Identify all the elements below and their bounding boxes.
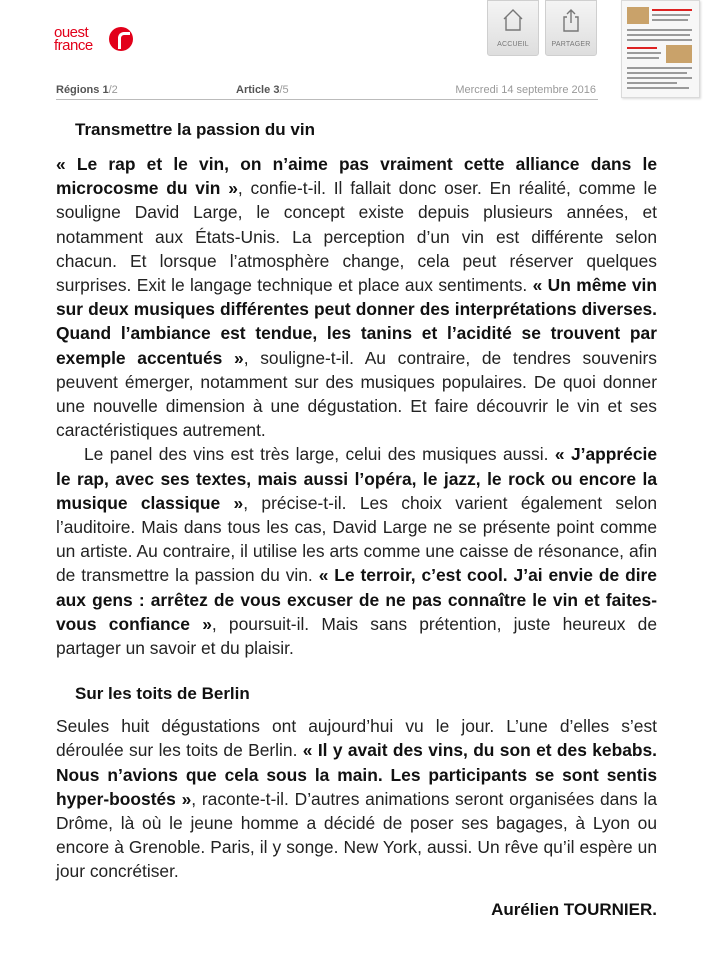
thumbnail-line <box>652 14 690 16</box>
thumbnail-line <box>627 34 690 36</box>
home-button[interactable] <box>487 0 539 56</box>
paragraph <box>56 152 657 442</box>
thumbnail-line <box>627 82 677 84</box>
thumbnail-line <box>627 52 661 54</box>
quote: « Le rap et le vin, on n’aime pas vraiment cette alliance dans le microcosme du vin » <box>56 154 657 199</box>
ouest-france-logo[interactable] <box>54 26 134 54</box>
quote: « Il y avait des vins, du son et des kebabs. Nous n’avions que cela sous la main. Les participants se sont sentis hyper-boostés » <box>56 740 657 809</box>
author-signature: Aurélien TOURNIER. <box>491 899 657 919</box>
paragraph-text: , raconte-t-il. D’autres animations seront organisées dans la Drôme, là où le jeune homme a décidé de poser ses bagages, à Lyon ou encore à Grenoble. Paris, il y songe. New York, aussi. Un rêve qu’il espère un jour concrétiser. <box>56 788 658 882</box>
paragraph-text: Le panel des vins est très large, celui des musiques aussi. <box>84 444 555 465</box>
paragraph-text: , confie-t-il. Il fallait donc oser. En réalité, comme le souligne David Large, le concept existe depuis plusieurs années, et notamment aux États-Unis. La perception d’un vin est différente selon chacun. Et lorsque l’atmosphère change, cela peut réserver quelques surprises. Exit le langage technique et place aux sentiments. <box>56 178 658 296</box>
quote: « J’apprécie le rap, avec ses textes, mais aussi l’opéra, le jazz, le rock ou encore la musique classique » <box>56 444 657 513</box>
section-title: Sur les toits de Berlin <box>75 684 250 704</box>
thumbnail-image <box>627 7 649 24</box>
home-button-label: ACCUEIL <box>497 41 529 48</box>
thumbnail-line <box>627 47 657 49</box>
section-title: Transmettre la passion du vin <box>75 120 315 139</box>
article-label: Article <box>236 84 271 96</box>
article-pager[interactable] <box>236 84 289 96</box>
thumbnail-line <box>627 67 692 69</box>
share-button[interactable] <box>545 0 597 56</box>
logo-mark-icon <box>109 27 133 51</box>
article-body <box>56 118 657 922</box>
regions-label: Régions <box>56 84 100 96</box>
paragraph-text: Seules huit dégustations ont aujourd’hui vu le jour. L’une d’elles s’est déroulée sur les toits de Berlin. <box>56 716 657 761</box>
thumbnail-line <box>652 19 688 21</box>
thumbnail-line <box>652 9 692 11</box>
article-current: 3 <box>273 84 280 96</box>
page-thumbnail[interactable] <box>621 0 700 98</box>
regions-total: /2 <box>108 84 118 96</box>
share-icon <box>559 7 583 33</box>
thumbnail-line <box>627 77 692 79</box>
paragraph-text: , souligne-t-il. Au contraire, de tendres souvenirs peuvent émerger, notamment sur des musiques populaires. De quoi donner une nouvelle dimension à une dégustation. Et faire découvrir le vin et ses caractéristiques autrement. <box>56 347 657 441</box>
thumbnail-line <box>627 72 687 74</box>
paragraph <box>56 442 657 660</box>
regions-pager[interactable] <box>56 84 118 96</box>
publication-date: Mercredi 14 septembre 2016 <box>455 84 596 96</box>
quote: « Le terroir, c’est cool. J’ai envie de dire aux gens : arrêtez de vous excuser de ne pas connaître le vin et faites-vous confiance » <box>56 565 657 634</box>
info-bar <box>56 83 598 100</box>
article-total: /5 <box>279 84 289 96</box>
paragraph <box>56 714 657 883</box>
top-bar <box>0 0 720 104</box>
thumbnail-line <box>627 29 692 31</box>
quote: « Un même vin sur deux musiques différentes peut donner des interprétations diverses. Quand l’ambiance est tendue, les tanins et l’acidité se trouvent par exemple accentués » <box>56 275 657 368</box>
paragraph-text: , poursuit-il. Mais sans prétention, juste heureux de partager un savoir et du plaisir. <box>56 613 657 659</box>
thumbnail-line <box>627 87 689 89</box>
thumbnail-image <box>666 45 692 63</box>
house-icon <box>501 7 525 33</box>
regions-current: 1 <box>102 84 109 96</box>
thumbnail-line <box>627 57 659 59</box>
share-button-label: PARTAGER <box>551 41 591 48</box>
thumbnail-line <box>627 39 692 41</box>
logo-wordmark: ouest france <box>54 24 93 54</box>
paragraph-text: , précise-t-il. Les choix varient également selon l’auditoire. Mais dans tous les cas, David Large ne se présente point comme un artiste. Au contraire, il utilise les arts comme une caisse de résonance, afin de transmettre la passion du vin. <box>56 492 657 586</box>
